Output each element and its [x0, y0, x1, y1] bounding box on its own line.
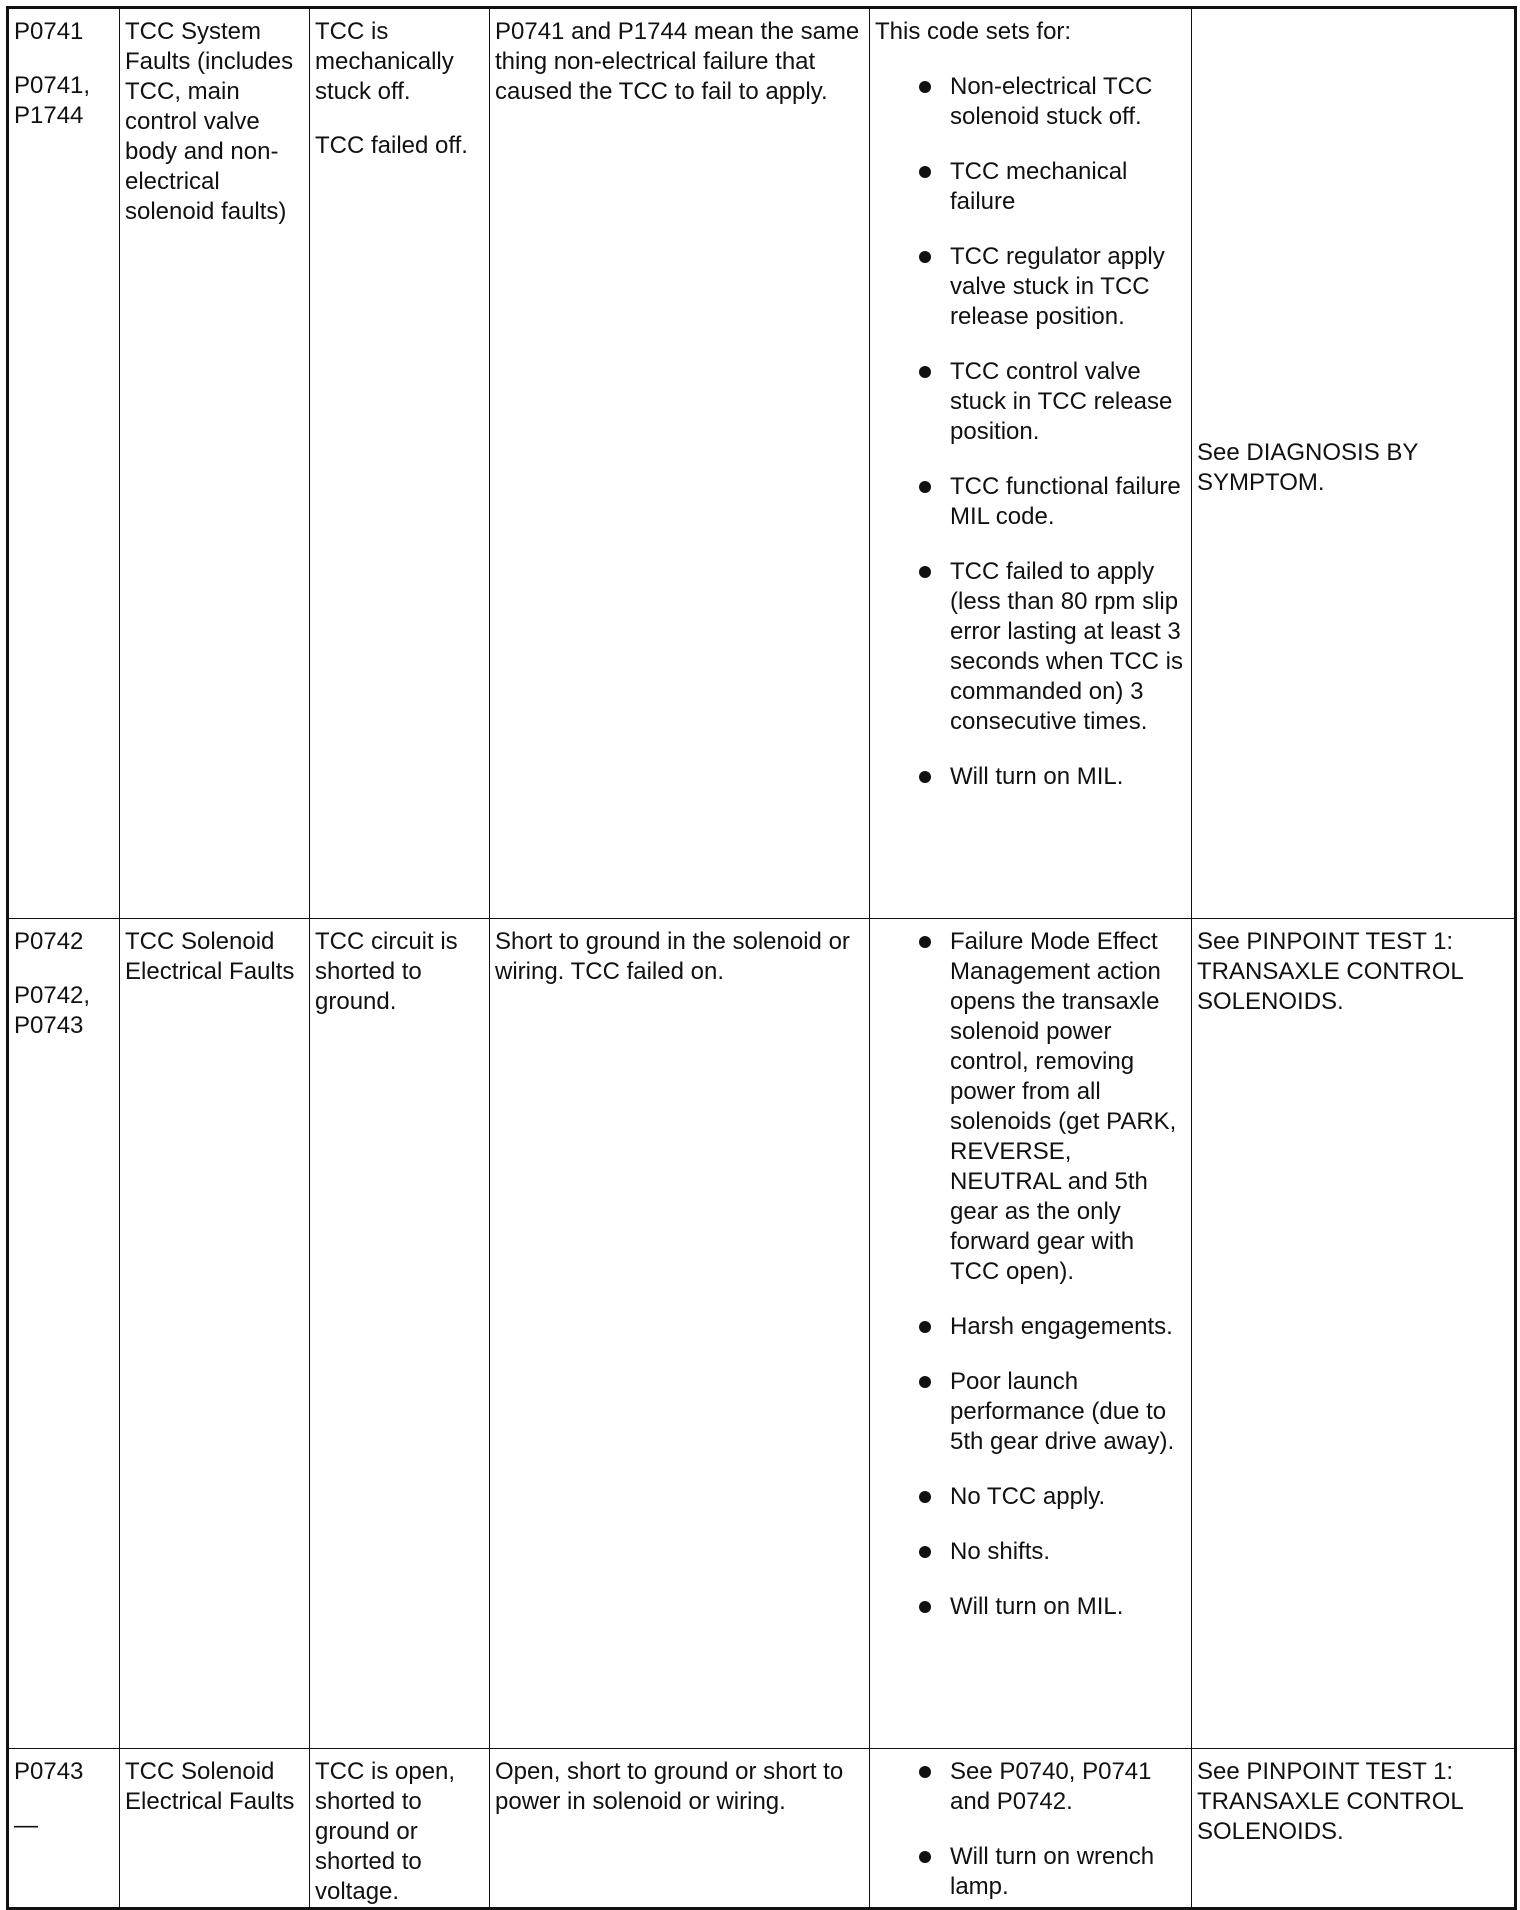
cause-cell: [490, 8, 870, 919]
table-row: [8, 919, 1516, 1749]
symptoms-cell: [870, 8, 1192, 919]
description-text: TCC System Faults (includes TCC, main control valve body and non-electrical solenoid faults): [125, 18, 294, 225]
bullet-icon: [919, 481, 931, 493]
symptom-text: Non-electrical TCC solenoid stuck off.: [950, 73, 1153, 130]
list-item: [875, 1592, 1186, 1622]
symptom-text: No TCC apply.: [950, 1483, 1106, 1510]
bullet-icon: [919, 1491, 931, 1503]
bullet-icon: [919, 1851, 931, 1863]
cause-text: P0741 and P1744 mean the same thing non-electrical failure that caused the TCC to fail to apply.: [495, 18, 860, 105]
condition-text: TCC is open, shorted to ground or shorted to voltage.: [315, 1758, 456, 1905]
dtc-code-cell: [8, 8, 120, 919]
symptom-text: TCC functional failure MIL code.: [950, 473, 1181, 530]
symptoms-list: [875, 1757, 1186, 1902]
symptom-text: TCC control valve stuck in TCC release position.: [950, 358, 1173, 445]
symptom-text: Will turn on MIL.: [950, 1593, 1124, 1620]
action-text: See PINPOINT TEST 1: TRANSAXLE CONTROL SOLENOIDS.: [1197, 928, 1463, 1015]
dtc-code-primary: P0741: [14, 18, 84, 45]
list-item: [875, 157, 1186, 217]
bullet-icon: [919, 81, 931, 93]
bullet-icon: [919, 1766, 931, 1778]
bullet-icon: [919, 1546, 931, 1558]
bullet-icon: [919, 1321, 931, 1333]
list-item: [875, 762, 1186, 792]
cause-text: Open, short to ground or short to power in solenoid or wiring.: [495, 1758, 844, 1815]
bullet-icon: [919, 251, 931, 263]
list-item: [875, 1757, 1186, 1817]
symptoms-cell: [870, 1749, 1192, 1909]
description-cell: [120, 919, 310, 1749]
symptom-text: Harsh engagements.: [950, 1313, 1173, 1340]
cause-text: Short to ground in the solenoid or wiring. TCC failed on.: [495, 928, 850, 985]
list-item: [875, 1367, 1186, 1457]
action-text: See DIAGNOSIS BY SYMPTOM.: [1197, 438, 1418, 496]
condition-cell: [310, 919, 490, 1749]
dtc-code-primary: P0743: [14, 1758, 84, 1785]
condition-cell: [310, 8, 490, 919]
condition-text: TCC failed off.: [315, 132, 468, 159]
symptoms-list: [875, 927, 1186, 1622]
description-text: TCC Solenoid Electrical Faults: [125, 1758, 295, 1815]
bullet-icon: [919, 366, 931, 378]
action-cell: [1192, 1749, 1516, 1909]
symptom-text: TCC regulator apply valve stuck in TCC release position.: [950, 243, 1165, 330]
bullet-icon: [919, 566, 931, 578]
bullet-icon: [919, 1376, 931, 1388]
document-page: [6, 6, 1514, 1904]
list-item: [875, 1537, 1186, 1567]
dtc-table: [6, 6, 1517, 1910]
list-item: [875, 927, 1186, 1287]
cause-cell: [490, 919, 870, 1749]
bullet-icon: [919, 936, 931, 948]
condition-cell: [310, 1749, 490, 1909]
bullet-icon: [919, 166, 931, 178]
bullet-icon: [919, 1601, 931, 1613]
description-cell: [120, 8, 310, 919]
dtc-code-related: —: [14, 1812, 38, 1839]
list-item: [875, 1482, 1186, 1512]
dtc-code-related: P0742, P0743: [14, 982, 91, 1039]
dtc-code-primary: P0742: [14, 928, 84, 955]
symptom-text: See P0740, P0741 and P0742.: [950, 1758, 1152, 1815]
symptom-text: Will turn on wrench lamp.: [950, 1843, 1155, 1900]
symptom-text: Poor launch performance (due to 5th gear drive away).: [950, 1368, 1175, 1455]
list-item: [875, 557, 1186, 737]
symptom-text: Will turn on MIL.: [950, 763, 1124, 790]
symptom-text: Failure Mode Effect Management action opens the transaxle solenoid power control, removing power from all solenoids (get PARK, REVERSE, NEUTRAL and 5th gear as the only forward gear with TCC open).: [950, 928, 1177, 1285]
list-item: [875, 72, 1186, 132]
table-row: [8, 8, 1516, 919]
list-item: [875, 472, 1186, 532]
symptom-text: No shifts.: [950, 1538, 1051, 1565]
description-text: TCC Solenoid Electrical Faults: [125, 928, 295, 985]
description-cell: [120, 1749, 310, 1909]
cause-cell: [490, 1749, 870, 1909]
symptom-text: TCC failed to apply (less than 80 rpm slip error lasting at least 3 seconds when TCC is commanded on) 3 consecutive times.: [950, 558, 1183, 735]
action-cell: [1192, 8, 1516, 919]
symptom-text: TCC mechanical failure: [950, 158, 1128, 215]
symptoms-list: [875, 72, 1186, 792]
condition-text: TCC circuit is shorted to ground.: [315, 928, 458, 1015]
table-row: [8, 1749, 1516, 1909]
symptoms-intro: This code sets for:: [875, 18, 1072, 45]
dtc-code-cell: [8, 919, 120, 1749]
list-item: [875, 1842, 1186, 1902]
dtc-code-cell: [8, 1749, 120, 1909]
symptoms-cell: [870, 919, 1192, 1749]
condition-text: TCC is mechanically stuck off.: [315, 18, 454, 105]
list-item: [875, 1312, 1186, 1342]
list-item: [875, 357, 1186, 447]
action-text: See PINPOINT TEST 1: TRANSAXLE CONTROL SOLENOIDS.: [1197, 1758, 1463, 1845]
dtc-code-related: P0741, P1744: [14, 72, 91, 129]
list-item: [875, 242, 1186, 332]
action-cell: [1192, 919, 1516, 1749]
bullet-icon: [919, 771, 931, 783]
